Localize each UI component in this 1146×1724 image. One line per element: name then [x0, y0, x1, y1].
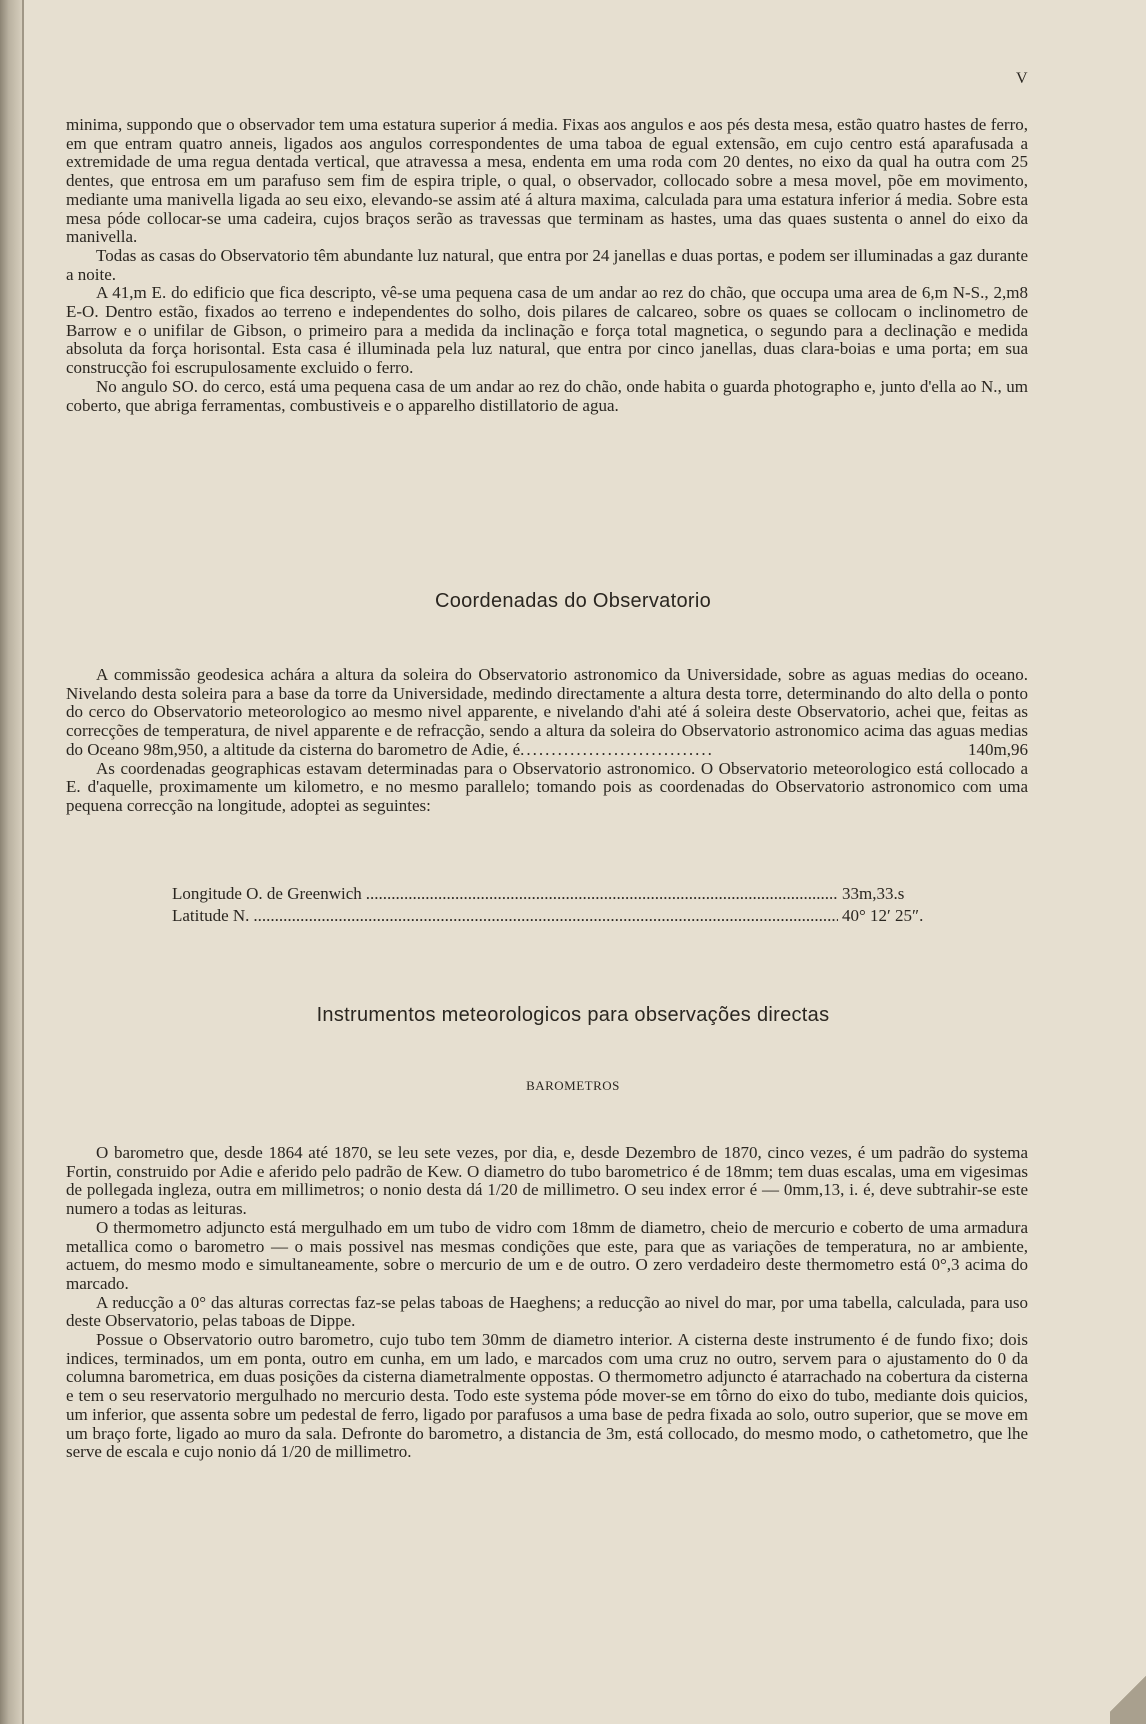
section-title-instrumentos: Instrumentos meteorologicos para observações directas: [316, 1004, 830, 1026]
top-text-block: [66, 116, 1028, 415]
paragraph: Possue o Observatorio outro barometro, cujo tubo tem 30mm de diametro interior. A cisterna deste instrumento é de fundo fixo; dois indices, terminados, um em ponta, outro em cunha, em um lado, e marcados com uma cruz no outro, servem para o ajustamento do 0 da columna barometrica, em duas posições da cisterna diametralmente oppostas. O thermometro adjuncto é atarrachado na cobertura da cisterna e tem o seu reservatorio mergulhado no mercurio desta. Todo este systema póde mover-se em tôrno do eixo do tubo, mediante dois quicios, um inferior, que assenta sobre um pedestal de ferro, ligado por parafusos a uma base de pedra fixada ao solo, outro superior, que se move em um braço forte, ligado ao muro da sala. Defronte do barometro, a distancia de 3m, está collocado, do mesmo modo, o cathetometro, que lhe serve de escala e cujo nonio dá 1/20 de millimetro.: [66, 1330, 1028, 1462]
barometros-text: [66, 1144, 1028, 1462]
leader-dots: [366, 884, 838, 904]
coordinate-value: 40° 12′ 25″.: [842, 906, 924, 925]
paragraph: A reducção a 0° das alturas correctas faz-se pelas taboas de Haeghens; a reducção ao nivel do mar, por uma tabella, calculada, para uso deste Observatorio, pelas taboas de Dippe.: [66, 1292, 1028, 1331]
section-title-coordenadas: Coordenadas do Observatorio: [434, 590, 712, 612]
subsection-title-barometros: BAROMETROS: [526, 1078, 620, 1093]
paragraph: As coordenadas geographicas estavam determinadas para o Observatorio astronomico. O Observatorio meteorologico está collocado a E. d'aquelle, proximamente um kilometro, e no mesmo parallelo; tomando pois as coordenadas do Observatorio astronomico com uma pequena correcção na longitude, adoptei as seguintes:: [66, 758, 1028, 815]
paragraph: O barometro que, desde 1864 até 1870, se leu sete vezes, por dia, e, desde Dezembro de 1870, cinco vezes, é um padrão do systema Fortin, construido por Adie e aferido pelo padrão de Kew. O diametro do tubo barometrico é de 18mm; tem duas escalas, uma em vigesimas de pollegada ingleza, outra em millimetros; o nonio desta dá 1/20 de millimetro. O seu index error é — 0mm,13, i. é, deve subtrahir-se este numero a todas as leituras.: [66, 1143, 1028, 1219]
leader-dots: [520, 740, 714, 759]
paragraph: O thermometro adjuncto está mergulhado em um tubo de vidro com 18mm de diametro, cheio de mercurio e coberto de uma armadura metallica como o barometro — o mais possivel nas mesmas condições que este, para que as variações de temperatura, no ar ambiente, actuem, do mesmo modo e simultaneamente, sobre o mercurio de um e de outro. O zero verdadeiro deste thermometro está 0°,3 acima do marcado.: [66, 1217, 1028, 1293]
paragraph: No angulo SO. do cerco, está uma pequena casa de um andar ao rez do chão, onde habita o guarda photographo e, junto d'ella ao N., um coberto, que abriga ferramentas, combustiveis e o apparelho distillatorio de agua.: [66, 376, 1028, 415]
spine-edge: [22, 0, 24, 1724]
book-spine: [0, 0, 22, 1724]
paragraph: A 41,m E. do edificio que fica descripto, vê-se uma pequena casa de um andar ao rez do chão, que occupa uma area de 6,m N-S., 2,m8 E-O. Dentro estão, fixados ao terreno e independentes do solho, dois pilares de calcareo, sobre os quaes se collocam o inclinometro de Barrow e o unifilar de Gibson, o primeiro para a medida da inclinação e força total magnetica, o segundo para a declinação e medida absoluta da força horisontal. Esta casa é illuminada pela luz natural, que entra por cinco janellas, duas clara-boias e uma porta; em sua construcção foi escrupulosamente excluido o ferro.: [66, 283, 1028, 378]
paragraph: Todas as casas do Observatorio têm abundante luz natural, que entra por 24 janellas e duas portas, e podem ser illuminadas a gaz durante a noite.: [66, 245, 1028, 284]
coordinate-row-longitude: [172, 884, 952, 904]
coordenadas-text: [66, 666, 1028, 816]
paragraph: [66, 666, 1028, 760]
page-corner-fold: [1110, 1664, 1146, 1724]
paragraph: minima, suppondo que o observador tem uma estatura superior á media. Fixas aos angulos e aos pés desta mesa, estão quatro hastes de ferro, em que entram quatro anneis, ligados aos angulos correspondentes de uma taboa de egual extensão, em cujo centro está aparafusada a extremidade de uma regua dentada vertical, que atravessa a mesa, endenta em uma roda com 20 dentes, no eixo da qual ha outra com 25 dentes, que entrosa em um parafuso sem fim de espira triple, o qual, o observador, collocado sobre a mesa movel, põe em movimento, mediante uma manivella ligada ao seu eixo, elevando-se assim até á altura maxima, calculada para uma estatura inferior á media. Sobre esta mesa póde collocar-se uma cadeira, cujos braços serão as travessas que terminam as hastes, uma das quaes sustenta o annel do eixo da manivella.: [66, 115, 1028, 247]
coordinate-label: Longitude O. de Greenwich: [172, 884, 362, 903]
coordinate-row-latitude: [172, 906, 952, 926]
coordinate-value: 33m,33.s: [842, 884, 905, 903]
paragraph-text: A commissão geodesica achára a altura da soleira do Observatorio astronomico da Universidade, sobre as aguas medias do oceano. Nivelando desta soleira para a base da torre da Universidade, medindo directamente a altura desta torre, determinando do alto della o ponto do cerco do Observatorio meteorologico ao mesmo nivel apparente, e nivelando d'ahi até á soleira deste Observatorio, achei que, feitas as correcções de temperatura, de nivel apparente e de refracção, sendo a altura da soleira do Observatorio astronomico acima das aguas medias do Oceano 98m,950, a altitude da cisterna do barometro de Adie, é: [66, 665, 1028, 759]
leader-dots: [253, 906, 838, 926]
coordinate-label: Latitude N.: [172, 906, 250, 925]
page-number: V: [1016, 70, 1028, 87]
altitude-value: 140m,96: [968, 739, 1028, 759]
